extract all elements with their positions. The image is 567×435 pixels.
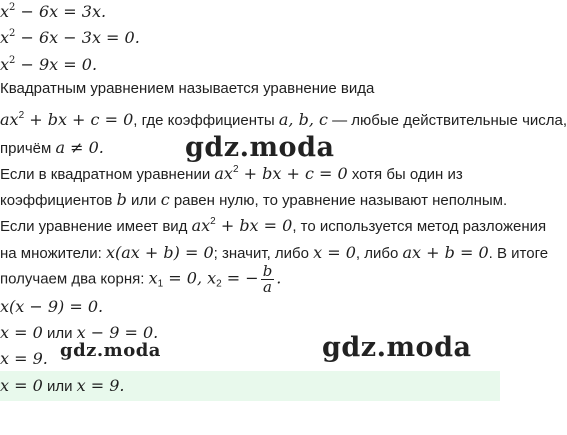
- fraction-b-over-a: $\frac{b}{a}$: [262, 262, 273, 296]
- incomplete-line-2: коэффициентов b или c равен нулю, то уравнение называют неполным.: [0, 190, 508, 209]
- watermark-logo: gdz.moda: [60, 340, 161, 361]
- equation-cases: x = 0 или x − 9 = 0.: [0, 323, 159, 342]
- method-line-1: Если уравнение имеет вид $ax^2$ + bx = 0, то используется метод разложения: [0, 216, 547, 235]
- watermark-logo: gdz.moda: [322, 332, 472, 363]
- condition-line: причём a ≠ 0.: [0, 138, 104, 157]
- watermark-logo: gdz.moda: [185, 132, 335, 163]
- equation-factored: x(x − 9) = 0.: [0, 297, 104, 316]
- equation-root: x = 9.: [0, 349, 48, 368]
- equation-line-3: $x^2 - 9x = 0$.: [0, 55, 98, 74]
- general-form-line: $ax^2$ + bx + c = 0, где коэффициенты a, b, c — любые действительные числа,: [0, 110, 567, 129]
- definition-text: Квадратным уравнением называется уравнение вида: [0, 80, 375, 97]
- incomplete-line-1: Если в квадратном уравнении $ax^2$ + bx + c = 0 хотя бы один из: [0, 164, 463, 183]
- method-line-2: на множители: x(ax + b) = 0; значит, либо x = 0, либо ax + b = 0. В итоге: [0, 243, 549, 262]
- equation-line-2: $x^2 - 6x - 3x = 0$.: [0, 28, 140, 47]
- final-answer: x = 0 или x = 9.: [0, 376, 125, 395]
- equation-line-1: $x^2 - 6x = 3x$.: [0, 2, 107, 21]
- roots-line: получаем два корня: $x_1 = 0$, $x_2$ = − $\frac{b}{a}$ .: [0, 262, 282, 296]
